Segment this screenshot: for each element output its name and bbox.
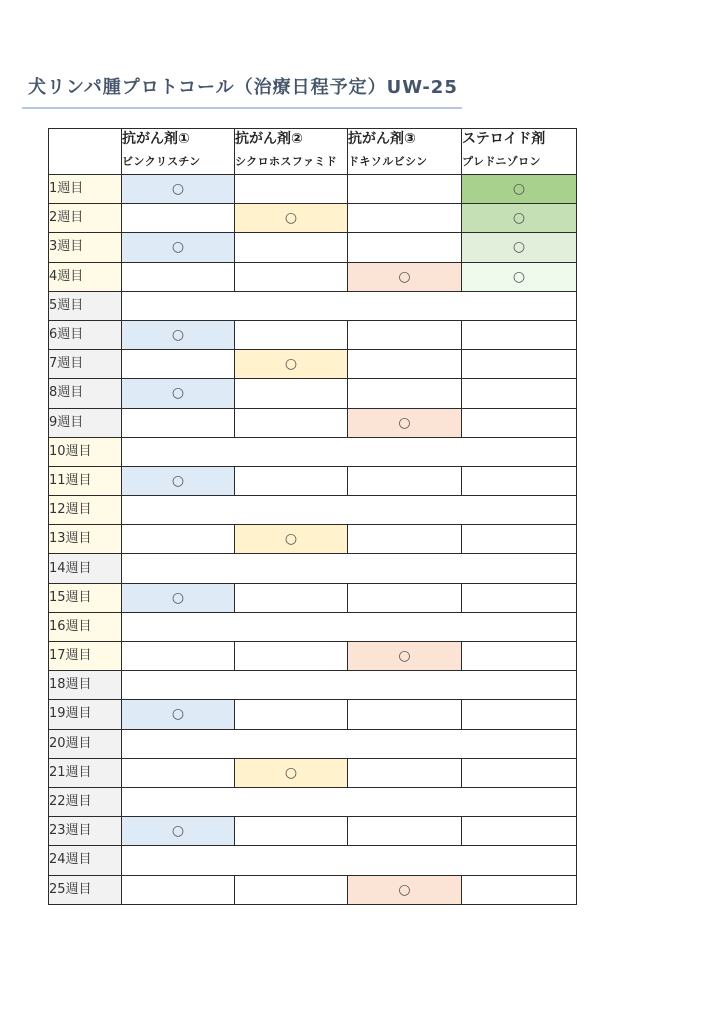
empty-cell <box>348 817 462 846</box>
rest-week-cell <box>122 612 577 641</box>
week-label: 16週目 <box>49 612 122 641</box>
empty-cell <box>462 320 577 349</box>
dose-mark-cell: ○ <box>348 262 462 291</box>
empty-cell <box>462 379 577 408</box>
week-label: 18週目 <box>49 671 122 700</box>
dose-mark-cell: ○ <box>235 525 348 554</box>
week-label: 2週目 <box>49 204 122 233</box>
week-label: 8週目 <box>49 379 122 408</box>
week-label: 19週目 <box>49 700 122 729</box>
header-row <box>49 129 577 175</box>
drug-category: 抗がん剤① <box>122 131 190 147</box>
rest-week-row <box>49 612 577 641</box>
empty-cell <box>348 583 462 612</box>
week-row <box>49 817 577 846</box>
rest-week-row <box>49 787 577 816</box>
week-label: 6週目 <box>49 320 122 349</box>
drug-name: ビンクリスチン <box>122 155 201 168</box>
week-label: 14週目 <box>49 554 122 583</box>
rest-week-cell <box>122 671 577 700</box>
empty-cell <box>235 817 348 846</box>
dose-mark-cell: ○ <box>122 233 235 262</box>
empty-cell <box>462 466 577 495</box>
week-label: 23週目 <box>49 817 122 846</box>
rest-week-row <box>49 554 577 583</box>
rest-week-row <box>49 291 577 320</box>
rest-week-row <box>49 437 577 466</box>
week-label: 12週目 <box>49 496 122 525</box>
empty-cell <box>462 875 577 904</box>
empty-cell <box>235 233 348 262</box>
week-label: 15週目 <box>49 583 122 612</box>
empty-cell <box>122 204 235 233</box>
empty-cell <box>122 758 235 787</box>
header-cell-anticancer-2 <box>235 129 348 175</box>
rest-week-row <box>49 671 577 700</box>
empty-cell <box>462 583 577 612</box>
week-row <box>49 642 577 671</box>
drug-name: シクロホスファミド <box>235 155 338 168</box>
week-row <box>49 320 577 349</box>
week-row <box>49 262 577 291</box>
week-label: 4週目 <box>49 262 122 291</box>
week-label: 1週目 <box>49 175 122 204</box>
drug-name: プレドニゾロン <box>462 155 541 168</box>
empty-cell <box>235 408 348 437</box>
empty-cell <box>348 466 462 495</box>
empty-cell <box>348 350 462 379</box>
dose-mark-cell: ○ <box>122 700 235 729</box>
rest-week-row <box>49 846 577 875</box>
empty-cell <box>348 700 462 729</box>
week-row <box>49 175 577 204</box>
week-label: 10週目 <box>49 437 122 466</box>
empty-cell <box>348 758 462 787</box>
dose-mark-cell: ○ <box>462 233 577 262</box>
week-row <box>49 525 577 554</box>
empty-cell <box>462 408 577 437</box>
week-row <box>49 700 577 729</box>
week-label: 7週目 <box>49 350 122 379</box>
header-cell-anticancer-1 <box>122 129 235 175</box>
empty-cell <box>462 817 577 846</box>
drug-category: 抗がん剤② <box>235 131 303 147</box>
dose-mark-cell: ○ <box>122 583 235 612</box>
dose-mark-cell: ○ <box>462 204 577 233</box>
table-body <box>49 175 577 905</box>
empty-cell <box>235 379 348 408</box>
dose-mark-cell: ○ <box>122 320 235 349</box>
dose-mark-cell: ○ <box>348 408 462 437</box>
dose-mark-cell: ○ <box>122 466 235 495</box>
rest-week-cell <box>122 729 577 758</box>
dose-mark-cell: ○ <box>122 175 235 204</box>
rest-week-cell <box>122 496 577 525</box>
dose-mark-cell: ○ <box>122 817 235 846</box>
dose-mark-cell: ○ <box>462 175 577 204</box>
empty-cell <box>122 408 235 437</box>
empty-cell <box>462 642 577 671</box>
week-row <box>49 379 577 408</box>
dose-mark-cell: ○ <box>235 758 348 787</box>
week-label: 20週目 <box>49 729 122 758</box>
empty-cell <box>235 175 348 204</box>
week-label: 3週目 <box>49 233 122 262</box>
week-label: 11週目 <box>49 466 122 495</box>
empty-cell <box>462 525 577 554</box>
protocol-schedule-table <box>48 128 577 905</box>
empty-cell <box>462 758 577 787</box>
week-label: 24週目 <box>49 846 122 875</box>
rest-week-cell <box>122 846 577 875</box>
table-header <box>49 129 577 175</box>
rest-week-cell <box>122 291 577 320</box>
dose-mark-cell: ○ <box>122 379 235 408</box>
week-label: 13週目 <box>49 525 122 554</box>
week-row <box>49 875 577 904</box>
drug-category: 抗がん剤③ <box>348 131 416 147</box>
week-label: 5週目 <box>49 291 122 320</box>
empty-cell <box>462 350 577 379</box>
week-label: 17週目 <box>49 642 122 671</box>
empty-cell <box>235 875 348 904</box>
empty-cell <box>462 700 577 729</box>
empty-cell <box>235 700 348 729</box>
dose-mark-cell: ○ <box>462 262 577 291</box>
drug-name: ドキソルビシン <box>348 155 428 168</box>
empty-cell <box>348 204 462 233</box>
empty-cell <box>122 525 235 554</box>
week-label: 9週目 <box>49 408 122 437</box>
header-cell-steroid <box>462 129 577 175</box>
rest-week-row <box>49 729 577 758</box>
empty-cell <box>348 379 462 408</box>
dose-mark-cell: ○ <box>348 875 462 904</box>
empty-cell <box>235 583 348 612</box>
week-row <box>49 758 577 787</box>
week-row <box>49 466 577 495</box>
empty-cell <box>122 642 235 671</box>
dose-mark-cell: ○ <box>235 204 348 233</box>
empty-cell <box>235 466 348 495</box>
week-label: 22週目 <box>49 787 122 816</box>
empty-cell <box>348 175 462 204</box>
empty-cell <box>122 262 235 291</box>
empty-cell <box>235 320 348 349</box>
empty-cell <box>235 262 348 291</box>
week-row <box>49 408 577 437</box>
empty-cell <box>235 642 348 671</box>
title-underline <box>22 107 462 109</box>
week-label: 25週目 <box>49 875 122 904</box>
dose-mark-cell: ○ <box>348 642 462 671</box>
page-title: 犬リンパ腫プロトコール（治療日程予定）UW-25 <box>28 77 458 98</box>
rest-week-row <box>49 496 577 525</box>
rest-week-cell <box>122 787 577 816</box>
header-corner-cell <box>49 129 122 175</box>
week-row <box>49 583 577 612</box>
empty-cell <box>348 320 462 349</box>
rest-week-cell <box>122 437 577 466</box>
empty-cell <box>348 525 462 554</box>
rest-week-cell <box>122 554 577 583</box>
week-label: 21週目 <box>49 758 122 787</box>
header-cell-anticancer-3 <box>348 129 462 175</box>
empty-cell <box>348 233 462 262</box>
week-row <box>49 350 577 379</box>
empty-cell <box>122 350 235 379</box>
drug-category: ステロイド剤 <box>462 131 546 147</box>
dose-mark-cell: ○ <box>235 350 348 379</box>
week-row <box>49 204 577 233</box>
week-row <box>49 233 577 262</box>
empty-cell <box>122 875 235 904</box>
